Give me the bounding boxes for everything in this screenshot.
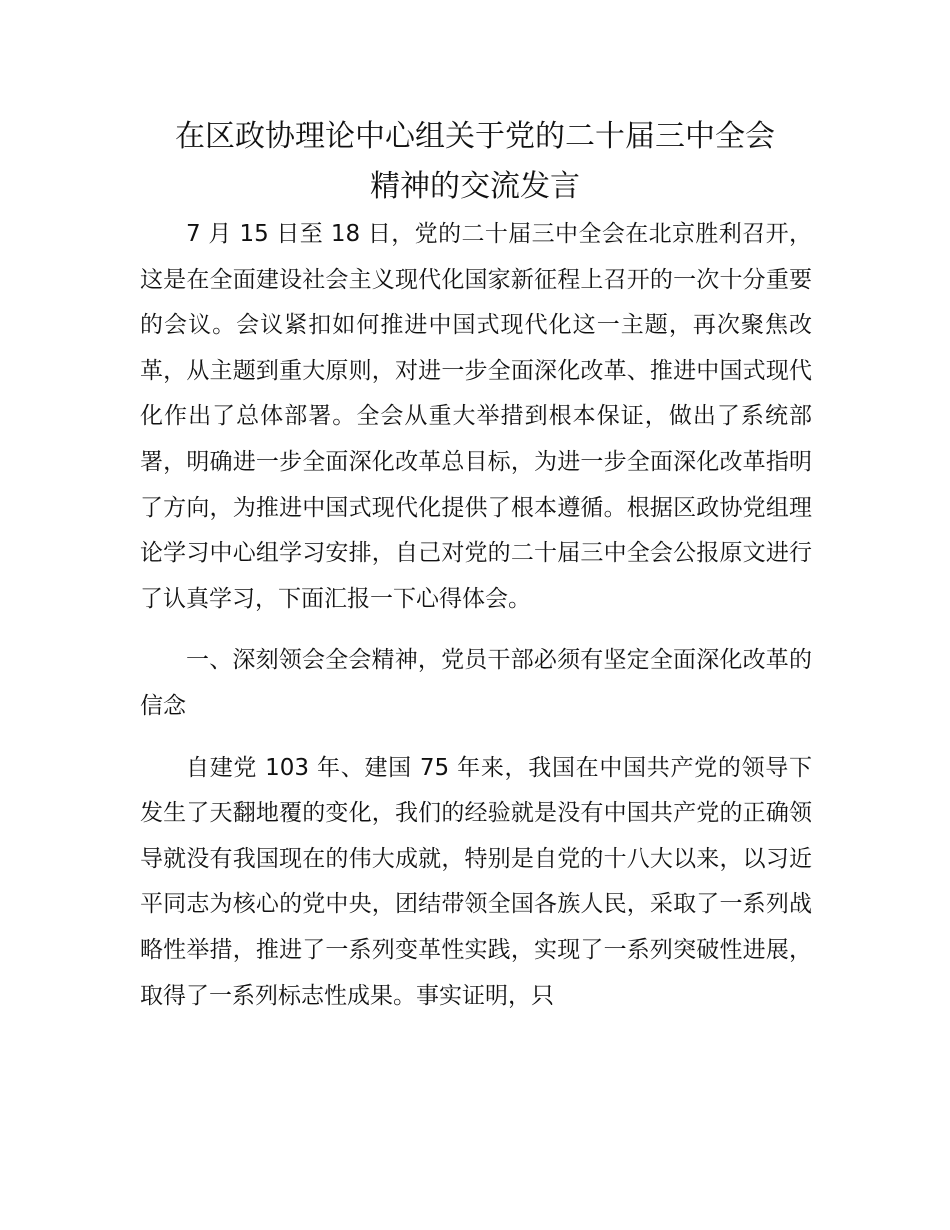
title-line-2: 精神的交流发言 bbox=[370, 169, 580, 204]
section-heading-1: 一、深刻领会全会精神，党员干部必须有坚定全面深化改革的信念 bbox=[140, 647, 812, 719]
paragraph-2: 自建党 103 年、建国 75 年来，我国在中国共产党的领导下发生了天翻地覆的变化，我们的经验就是没有中国共产党的正确领导就没有我国现在的伟大成就，特别是自党的十八大以来，以习近平同志为核心的党中央，团结带领全国各族人民，采取了一系列战略性举措，推进了一系列变革性实践，实现了一系列突破性进展，取得了一系列标志性成果。事实证明，只 bbox=[140, 754, 812, 1009]
document-title bbox=[120, 112, 830, 212]
document-body bbox=[140, 212, 812, 1035]
title-line-1: 在区政协理论中心组关于党的二十届三中全会 bbox=[175, 119, 775, 154]
paragraph-1: 7 月 15 日至 18 日，党的二十届三中全会在北京胜利召开，这是在全面建设社会主义现代化国家新征程上召开的一次十分重要的会议。会议紧扣如何推进中国式现代化这一主题，再次聚焦改革，从主题到重大原则，对进一步全面深化改革、推进中国式现代化作出了总体部署。全会从重大举措到根本保证，做出了系统部署，明确进一步全面深化改革总目标，为进一步全面深化改革指明了方向，为推进中国式现代化提供了根本遵循。根据区政协党组理论学习中心组学习安排，自己对党的二十届三中全会公报原文进行了认真学习，下面汇报一下心得体会。 bbox=[140, 221, 812, 612]
